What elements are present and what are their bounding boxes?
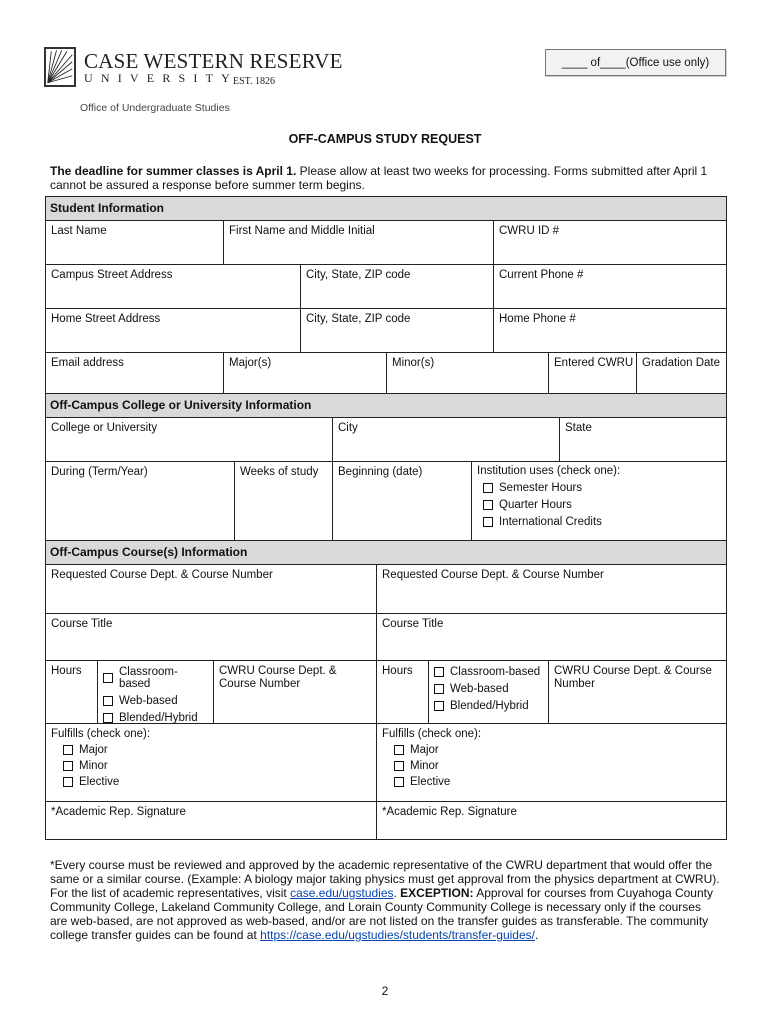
checkbox-icon[interactable] — [394, 777, 404, 787]
fulfills-label: Fulfills (check one): — [51, 728, 151, 740]
section-heading: Student Information — [46, 197, 726, 220]
logo-est: EST. 1826 — [233, 76, 276, 87]
option-label: Blended/Hybrid — [450, 700, 529, 712]
elective-option[interactable] — [394, 776, 721, 788]
blended-option[interactable] — [434, 700, 543, 712]
checkbox-icon[interactable] — [103, 713, 113, 723]
office-name: Office of Undergraduate Studies — [80, 102, 230, 114]
campus-address-field[interactable]: Campus Street Address — [51, 269, 173, 281]
beginning-field[interactable]: Beginning (date) — [332, 462, 471, 541]
checkbox-icon[interactable] — [434, 667, 444, 677]
cwru-id-field[interactable]: CWRU ID # — [493, 221, 726, 264]
intro-text — [50, 164, 730, 192]
page-number: 2 — [381, 984, 389, 998]
note-text: . — [393, 886, 401, 900]
note-text: . — [534, 928, 539, 942]
delivery-options-1 — [97, 661, 213, 723]
checkbox-icon[interactable] — [434, 684, 444, 694]
option-label: Major — [410, 744, 439, 756]
course-title-1[interactable]: Course Title — [51, 618, 113, 630]
home-phone-field[interactable]: Home Phone # — [493, 309, 726, 352]
checkbox-icon[interactable] — [483, 500, 493, 510]
entered-field[interactable]: Entered CWRU — [548, 353, 636, 396]
option-label: Web-based — [450, 683, 509, 695]
note-text: *Every course must be reviewed and approved by the academic representative of the CWRU department that would offer the same or a similar course. (Example: A biology major taking physics must get approval from the physics department at CWRU). For the list of academic representatives, visit — [50, 858, 720, 900]
option-label: Quarter Hours — [499, 499, 572, 511]
option-label: Major — [79, 744, 108, 756]
option-label: Semester Hours — [499, 482, 583, 494]
checkbox-icon[interactable] — [63, 777, 73, 787]
during-field[interactable]: During (Term/Year) — [51, 466, 148, 478]
classroom-option[interactable] — [103, 666, 208, 690]
student-section — [45, 196, 727, 397]
option-label: Minor — [410, 760, 439, 772]
institution-uses — [471, 462, 726, 541]
office-use-box: ____ of____(Office use only) — [545, 49, 726, 76]
minor-option[interactable] — [394, 760, 721, 772]
checkbox-icon[interactable] — [483, 483, 493, 493]
quarter-hours-option[interactable] — [483, 499, 721, 511]
checkbox-icon[interactable] — [394, 745, 404, 755]
option-label: Blended/Hybrid — [119, 712, 198, 724]
ugstudies-link[interactable]: case.edu/ugstudies — [290, 886, 394, 900]
footnote — [50, 858, 720, 942]
major-option[interactable] — [394, 744, 721, 756]
fulfills-1 — [46, 724, 376, 801]
web-option[interactable] — [103, 695, 208, 707]
minors-field[interactable]: Minor(s) — [386, 353, 548, 396]
weeks-field[interactable]: Weeks of study — [234, 462, 332, 541]
international-credits-option[interactable] — [483, 516, 721, 528]
fulfills-2 — [376, 724, 726, 801]
option-label: Minor — [79, 760, 108, 772]
hours-field-1[interactable]: Hours — [51, 665, 82, 677]
elective-option[interactable] — [63, 776, 371, 788]
checkbox-icon[interactable] — [63, 745, 73, 755]
intro-body: Please allow at least two weeks for processing. Forms submitted after April 1 cannot be assured a response before summer term begins. — [50, 164, 708, 192]
option-label: International Credits — [499, 516, 602, 528]
semester-hours-option[interactable] — [483, 482, 721, 494]
transfer-guides-link[interactable]: https://case.edu/ugstudies/students/transfer-guides/ — [260, 928, 535, 942]
page-title: OFF-CAMPUS STUDY REQUEST — [288, 132, 482, 146]
option-label: Elective — [410, 776, 451, 788]
checkbox-icon[interactable] — [103, 696, 113, 706]
college-name-field[interactable]: College or University — [51, 422, 158, 434]
note-text: Approval for courses from Cuyahoga County Community College, Lakeland Community College, and Lorain County Community College is necessary only if the courses are web-based, are not approved as web-based, and/or are not listed on the transfer guides as transferable. The community college transfer guides can be found at — [50, 886, 713, 942]
section-heading: Off-Campus Course(s) Information — [46, 541, 726, 564]
course-title-2[interactable]: Course Title — [376, 614, 726, 660]
web-option[interactable] — [434, 683, 543, 695]
requested-course-2[interactable]: Requested Course Dept. & Course Number — [376, 565, 726, 613]
logo-title: CASE WESTERN RESERVE — [84, 49, 343, 73]
majors-field[interactable]: Major(s) — [223, 353, 386, 396]
first-name-field[interactable]: First Name and Middle Initial — [223, 221, 493, 264]
signature-field-1[interactable]: *Academic Rep. Signature — [51, 806, 186, 818]
fulfills-label: Fulfills (check one): — [382, 728, 482, 740]
courses-section — [45, 540, 727, 840]
hours-field-2[interactable]: Hours — [376, 661, 428, 723]
graduation-field[interactable]: Gradation Date — [636, 353, 726, 396]
email-field[interactable]: Email address — [51, 357, 124, 369]
campus-city-field[interactable]: City, State, ZIP code — [300, 265, 493, 308]
last-name-field[interactable]: Last Name — [51, 225, 107, 237]
institution-uses-label: Institution uses (check one): — [477, 465, 621, 477]
college-state-field[interactable]: State — [559, 418, 726, 461]
cwru-course-1[interactable]: CWRU Course Dept. & Course Number — [213, 661, 376, 723]
signature-field-2[interactable]: *Academic Rep. Signature — [376, 802, 726, 839]
option-label: Classroom-based — [450, 666, 541, 678]
requested-course-1[interactable]: Requested Course Dept. & Course Number — [51, 569, 273, 581]
cwru-course-2[interactable]: CWRU Course Dept. & Course Number — [548, 661, 726, 723]
university-logo — [44, 47, 343, 117]
option-label: Web-based — [119, 695, 178, 707]
classroom-option[interactable] — [434, 666, 543, 678]
home-address-field[interactable]: Home Street Address — [51, 313, 161, 325]
exception-label: EXCEPTION: — [400, 886, 474, 900]
current-phone-field[interactable]: Current Phone # — [493, 265, 726, 308]
section-heading: Off-Campus College or University Information — [46, 394, 726, 417]
delivery-options-2 — [428, 661, 548, 723]
college-section — [45, 393, 727, 542]
logo-university: UNIVERSITY — [84, 71, 238, 85]
option-label: Classroom-based — [119, 666, 178, 690]
checkbox-icon[interactable] — [434, 701, 444, 711]
option-label: Elective — [79, 776, 120, 788]
checkbox-icon[interactable] — [394, 761, 404, 771]
checkbox-icon[interactable] — [63, 761, 73, 771]
college-city-field[interactable]: City — [332, 418, 559, 461]
major-option[interactable] — [63, 744, 371, 756]
deadline-text: The deadline for summer classes is April 1. — [50, 164, 297, 178]
minor-option[interactable] — [63, 760, 371, 772]
seal-icon — [44, 47, 76, 87]
home-city-field[interactable]: City, State, ZIP code — [300, 309, 493, 352]
checkbox-icon[interactable] — [483, 517, 493, 527]
checkbox-icon[interactable] — [103, 673, 113, 683]
